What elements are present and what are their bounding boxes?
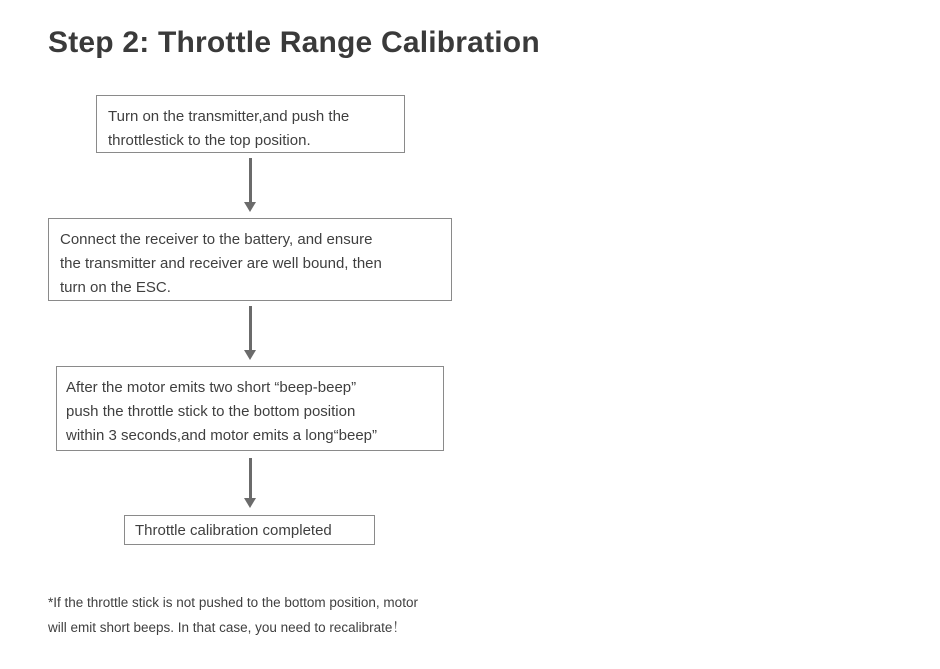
arrow-shaft [249, 306, 252, 352]
flow-box-step-4-line-1: Throttle calibration completed [135, 522, 332, 539]
footnote-line-2: will emit short beeps. In that case, you need to recalibrate！ [48, 620, 406, 635]
flow-box-step-2 [48, 218, 452, 301]
page-title: Step 2: Throttle Range Calibration [48, 26, 540, 59]
flow-box-step-1-line-1: Turn on the transmitter,and push the [108, 108, 350, 125]
flow-box-step-3-line-3: within 3 seconds,and motor emits a long“beep” [66, 427, 378, 444]
arrow-step2-to-step3 [242, 306, 258, 362]
flow-box-step-2-line-3: turn on the ESC. [60, 279, 171, 296]
flow-box-step-1-line-2: throttlestick to the top position. [108, 132, 311, 149]
flow-box-step-1 [96, 95, 405, 153]
flow-box-step-2-line-1: Connect the receiver to the battery, and ensure [60, 231, 373, 248]
flow-box-step-4 [124, 515, 375, 545]
arrow-head [244, 202, 256, 212]
arrow-head [244, 498, 256, 508]
footnote-line-1: *If the throttle stick is not pushed to the bottom position, motor [48, 595, 418, 610]
arrow-shaft [249, 158, 252, 204]
arrow-step1-to-step2 [242, 158, 258, 214]
footnote [48, 590, 528, 640]
flow-box-step-3-line-1: After the motor emits two short “beep-beep” [66, 379, 357, 396]
arrow-head [244, 350, 256, 360]
flow-box-step-3-line-2: push the throttle stick to the bottom position [66, 403, 356, 420]
arrow-step3-to-step4 [242, 458, 258, 510]
arrow-shaft [249, 458, 252, 500]
flow-box-step-2-line-2: the transmitter and receiver are well bound, then [60, 255, 382, 272]
flow-box-step-3 [56, 366, 444, 451]
